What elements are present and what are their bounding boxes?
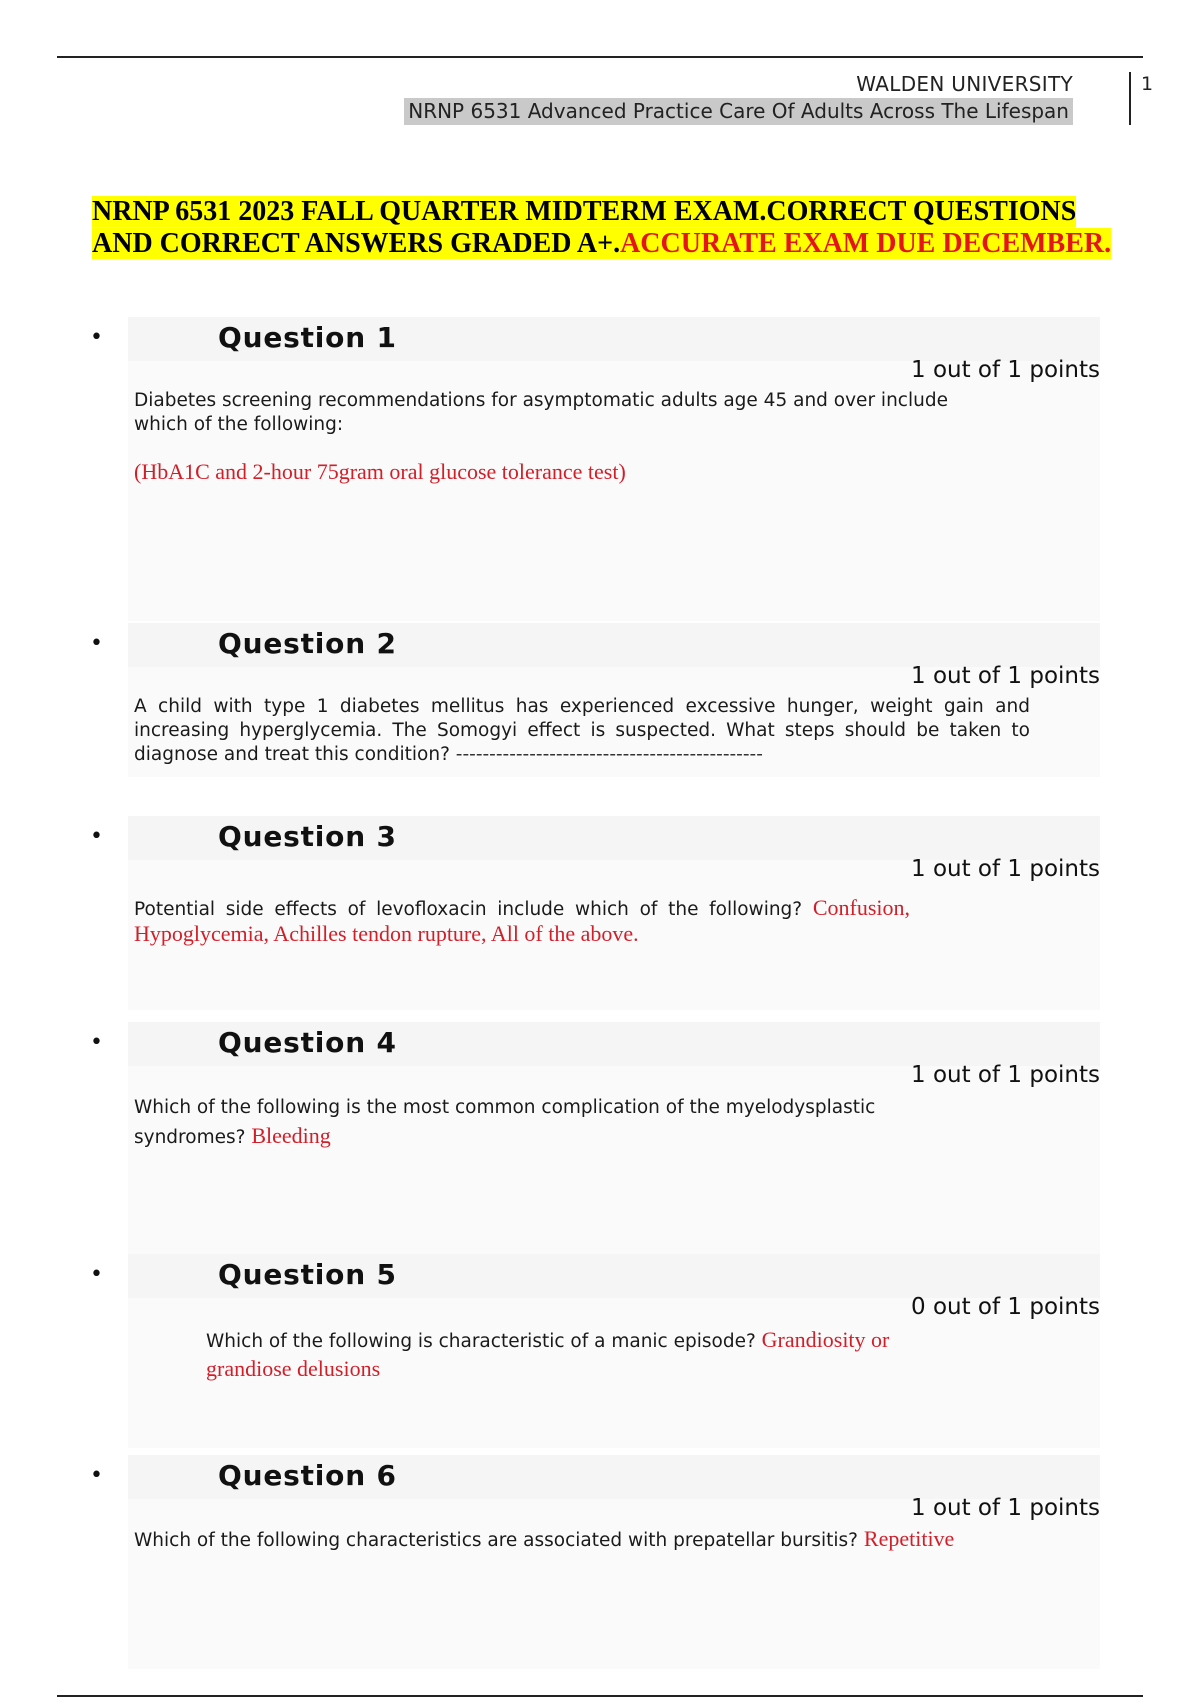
points-label: 1 out of 1 points xyxy=(911,1495,1100,1521)
header-divider xyxy=(1129,72,1131,125)
question-header xyxy=(90,1455,1100,1499)
question-title: Question 2 xyxy=(218,627,397,660)
question-header xyxy=(90,816,1100,860)
answer-blank: ---------------------------------------------- xyxy=(455,744,763,765)
bullet-icon: • xyxy=(90,631,103,656)
question-body xyxy=(128,1495,1100,1669)
course-title: NRNP 6531 Advanced Practice Care Of Adults Across The Lifespan xyxy=(404,98,1073,125)
title-main: NRNP 6531 2023 FALL QUARTER MIDTERM EXAM.CORRECT QUESTIONS AND CORRECT ANSWERS GRADED A+. xyxy=(92,196,1077,259)
points-label: 1 out of 1 points xyxy=(911,856,1100,882)
question-5 xyxy=(90,1254,1100,1448)
points-label: 1 out of 1 points xyxy=(911,663,1100,689)
answer-text: (HbA1C and 2-hour 75gram oral glucose tolerance test) xyxy=(134,459,626,484)
page-number: 1 xyxy=(1141,73,1154,95)
question-2 xyxy=(90,623,1100,777)
question-header xyxy=(90,1022,1100,1066)
question-1 xyxy=(90,317,1100,621)
answer-text: Grandiosity or grandiose delusions xyxy=(206,1327,890,1381)
answer-text: Bleeding xyxy=(251,1123,331,1148)
answer-text: Confusion, Hypoglycemia, Achilles tendon rupture, All of the above. xyxy=(134,895,910,946)
footer-rule xyxy=(57,1695,1143,1697)
question-3 xyxy=(90,816,1100,1010)
question-6 xyxy=(90,1455,1100,1669)
question-title: Question 6 xyxy=(218,1459,397,1492)
question-header xyxy=(90,317,1100,361)
question-4 xyxy=(90,1022,1100,1256)
question-title: Question 5 xyxy=(218,1258,397,1291)
university-name: WALDEN UNIVERSITY xyxy=(856,72,1073,96)
question-text-body: Which of the following is the most common complication of the myelodysplastic syndromes? xyxy=(134,1097,876,1148)
question-body xyxy=(128,357,1100,621)
points-label: 1 out of 1 points xyxy=(911,357,1100,383)
question-title: Question 3 xyxy=(218,820,397,853)
question-title: Question 1 xyxy=(218,321,397,354)
points-label: 1 out of 1 points xyxy=(911,1062,1100,1088)
question-text-body: Potential side effects of levofloxacin include which of the following? xyxy=(134,899,803,920)
question-header xyxy=(90,623,1100,667)
question-title: Question 4 xyxy=(218,1026,397,1059)
question-header xyxy=(90,1254,1100,1298)
running-header xyxy=(404,72,1073,125)
question-body xyxy=(128,1062,1100,1256)
title-red-note: ACCURATE EXAM DUE DECEMBER. xyxy=(620,228,1112,259)
bullet-icon: • xyxy=(90,1463,103,1488)
question-text-body: Which of the following is characteristic of a manic episode? xyxy=(206,1331,756,1352)
question-body xyxy=(128,663,1100,777)
points-label: 0 out of 1 points xyxy=(911,1294,1100,1320)
title-highlight xyxy=(92,196,1111,259)
question-body xyxy=(128,1294,1100,1448)
bullet-icon: • xyxy=(90,325,103,350)
question-body xyxy=(128,856,1100,1010)
question-text: Diabetes screening recommendations for asymptomatic adults age 45 and over include which of the following: xyxy=(134,390,948,435)
bullet-icon: • xyxy=(90,1030,103,1055)
bullet-icon: • xyxy=(90,824,103,849)
answer-text: Repetitive xyxy=(863,1526,955,1551)
document-title xyxy=(92,196,1112,260)
header-rule xyxy=(57,56,1143,58)
question-text-body: Which of the following characteristics are associated with prepatellar bursitis? xyxy=(134,1530,859,1551)
bullet-icon: • xyxy=(90,1262,103,1287)
question-text-body: A child with type 1 diabetes mellitus has experienced excessive hunger, weight gain and increasing hyperglycemia. The Somogyi effect is suspected. What steps should be taken to diagnose and treat this condition? xyxy=(134,696,1030,765)
